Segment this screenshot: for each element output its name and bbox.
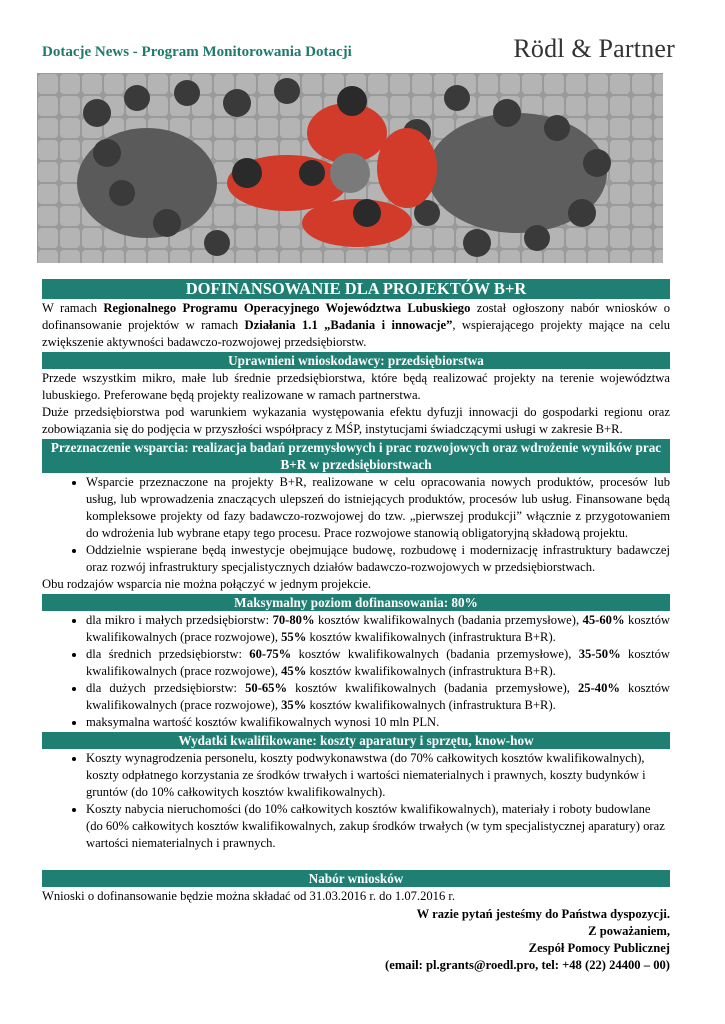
section-heading-funding-level: Maksymalny poziom dofinansowania: 80% [42, 594, 670, 611]
call-dates: Wnioski o dofinansowanie będzie można składać od 31.03.2016 r. do 1.07.2016 r. [42, 889, 456, 903]
signature-line: Zespół Pomocy Publicznej [528, 941, 670, 955]
main-title: DOFINANSOWANIE DLA PROJEKTÓW B+R [42, 279, 670, 299]
purpose-note: Obu rodzajów wsparcia nie można połączyć w jednym projekcie. [42, 577, 372, 591]
people-circle-image [37, 73, 663, 263]
list-item: • Wsparcie przeznaczone na projekty B+R, realizowane w celu opracowania nowych produktów, procesów lub usług, lub wprowadzenia znaczących ulepszeń do istniejących produktów, procesów lub usług. Finansowane będą kompleksowe projekty od fazy badawczo-rozwojowej do tzw. „pierwszej produkcji” włącznie z przygotowaniem do wdrożenia lub wybrane etapy tego procesu. Prace rozwojowe stanowią obligatoryjną składową projektu. [86, 474, 670, 542]
section-heading-purpose: Przeznaczenie wsparcia: realizacja badań przemysłowych i prac rozwojowych oraz wdrożenie wyników prac B+R w przedsiębiorstwach [42, 439, 670, 473]
list-item: • dla mikro i małych przedsiębiorstw: 70-80% kosztów kwalifikowalnych (badania przemysłowe), 45-60% kosztów kwalifikowalnych (prace rozwojowe), 55% kosztów kwalifikowalnych (infrastruktura B+R). [86, 612, 670, 646]
signature-line: W razie pytań jesteśmy do Państwa dyspozycji. [416, 907, 670, 921]
list-item: • dla średnich przedsiębiorstw: 60-75% kosztów kwalifikowalnych (badania przemysłowe), 35-50% kosztów kwalifikowalnych (prace rozwojowe), 45% kosztów kwalifikowalnych (infrastruktura B+R). [86, 646, 670, 680]
funding-list [42, 612, 670, 731]
costs-list [42, 750, 670, 852]
intro-paragraph [42, 300, 670, 351]
header-photo [37, 73, 663, 263]
signature-line: Z poważaniem, [588, 924, 670, 938]
applicants-paragraph-2: Duże przedsiębiorstwa pod warunkiem wykazania występowania efektu dyfuzji innowacji do gospodarki regionu oraz zobowiązania się do podjęcia w przyszłości współpracy z MŚP, instytucjami świadczącymi usługi w zakresie B+R. [42, 405, 670, 436]
program-name: Regionalnego Programu Operacyjnego Województwa Lubuskiego [103, 301, 471, 315]
section-heading-call: Nabór wniosków [42, 870, 670, 887]
list-item: • Koszty wynagrodzenia personelu, koszty podwykonawstwa (do 70% całkowitych kosztów kwalifikowalnych), koszty odpłatnego korzystania ze środków trwałych i wartości niematerialnych i prawnych, koszty budynków i gruntów (do 10% całkowitych kosztów kwalifikowalnych). [86, 750, 670, 801]
section-heading-applicants: Uprawnieni wnioskodawcy: przedsiębiorstwa [42, 352, 670, 369]
list-item: • Oddzielnie wspierane będą inwestycje obejmujące budowę, rozbudowę i modernizację infrastruktury badawczej oraz rozwój infrastruktury specjalistycznych działów badawczo-rozwojowych w przedsiębiorstwach. [86, 542, 670, 576]
list-item: • Koszty nabycia nieruchomości (do 10% całkowitych kosztów kwalifikowalnych), materiały i roboty budowlane (do 60% całkowitych kosztów kwalifikowalnych, zakup środków trwałych (w tym specjalistycznej aparatury) oraz wartości niematerialnych i prawnych. [86, 801, 670, 852]
company-logo: Rödl & Partner [513, 34, 675, 63]
intro-text: , wspierającego projekty mające na celu zwiększenie aktywności badawczo-rozwojowej przedsiębiorstw. [42, 318, 671, 349]
section-heading-eligible-costs: Wydatki kwalifikowane: koszty aparatury i sprzętu, know-how [42, 732, 670, 749]
signature-block [385, 906, 670, 974]
intro-text: został ogłoszony nabór wniosków o dofinansowanie projektów w ramach [42, 301, 670, 332]
measure-name: Działania 1.1 „Badania i innowacje” [244, 318, 453, 332]
list-item: • maksymalna wartość kosztów kwalifikowalnych wynosi 10 mln PLN. [86, 714, 670, 731]
applicants-paragraph-1: Przede wszystkim mikro, małe lub średnie przedsiębiorstwa, które będą realizować projekty na terenie województwa lubuskiego. Preferowane będą projekty realizowane w ramach partnerstwa. [42, 371, 670, 402]
contact-line: (email: pl.grants@roedl.pro, tel: +48 (22) 24400 – 00) [385, 958, 670, 972]
purpose-list [42, 474, 670, 576]
list-item: • dla dużych przedsiębiorstw: 50-65% kosztów kwalifikowalnych (badania przemysłowe), 25-40% kosztów kwalifikowalnych (prace rozwojowe), 35% kosztów kwalifikowalnych (infrastruktura B+R). [86, 680, 670, 714]
newsletter-title: Dotacje News - Program Monitorowania Dotacji [42, 44, 352, 60]
intro-text: W ramach [42, 301, 104, 315]
document-body [42, 279, 670, 905]
